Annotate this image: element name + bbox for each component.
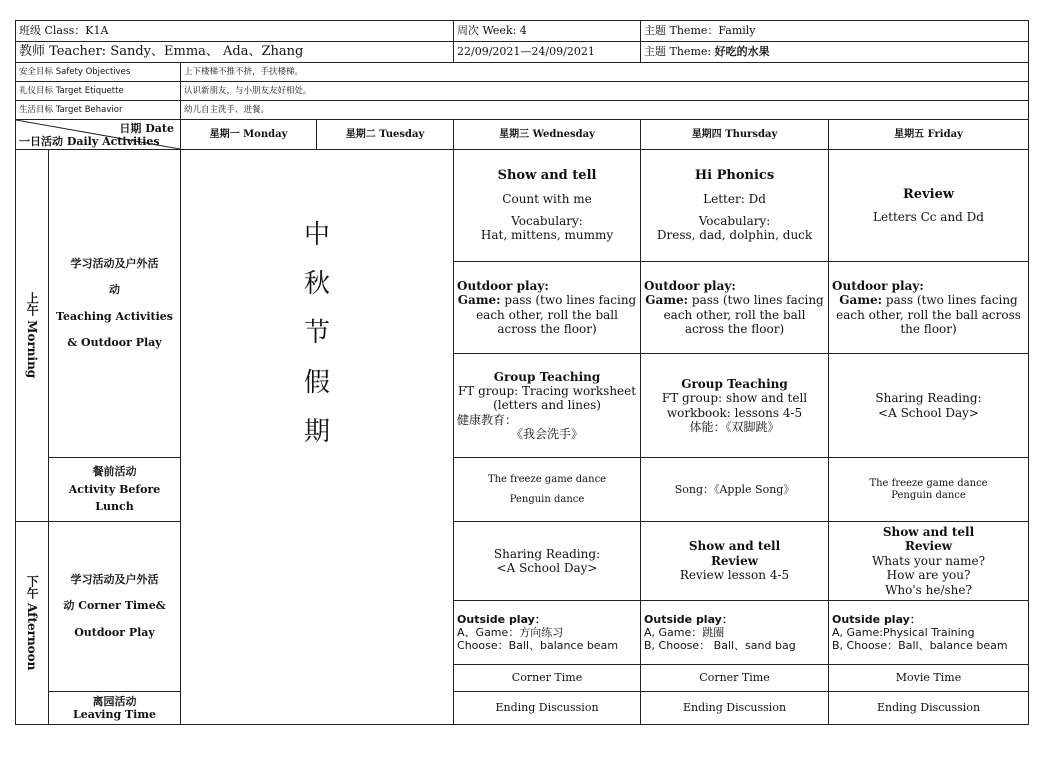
teacher-cell xyxy=(16,42,454,63)
day-monday-label: 星期一 Monday xyxy=(209,128,288,140)
wed-corner-time xyxy=(454,665,641,692)
thu-group-l1: FT group: show and tell workbook: lessons 4-5 xyxy=(661,391,808,420)
day-tuesday-label: 星期二 Tuesday xyxy=(345,128,425,140)
thu-show-title: Hi Phonics xyxy=(694,168,775,184)
wed-outdoor-play xyxy=(454,262,641,354)
thu-afternoon-show xyxy=(641,522,829,601)
thu-hi-phonics xyxy=(641,150,829,262)
behavior-label xyxy=(16,101,181,120)
holiday-char-1: 中 xyxy=(304,220,331,250)
wed-outdoor-title: Outdoor play: xyxy=(457,278,549,293)
fri-lunch-l2: Penguin dance xyxy=(891,489,966,501)
wed-show-l3: Hat, mittens, mummy xyxy=(480,228,614,243)
thu-group-teaching xyxy=(641,354,829,458)
thu-pm-title2: Review xyxy=(710,553,759,568)
thu-show-l3: Dress, dad, dolphin, duck xyxy=(656,228,813,243)
week-cell xyxy=(454,21,641,42)
thu-outside-play xyxy=(641,601,829,665)
thu-show-l2: Vocabulary: xyxy=(698,214,771,229)
fri-outdoor-title: Outdoor play: xyxy=(832,278,924,293)
thu-ending-text: Ending Discussion xyxy=(682,701,787,715)
thu-pm-title1: Show and tell xyxy=(688,539,781,554)
fri-outside-title: Outside play： xyxy=(832,612,921,626)
wed-ending-discussion xyxy=(454,692,641,725)
day-tuesday xyxy=(317,120,454,150)
teacher-text: 教师 Teacher: Sandy、Emma、 Ada、Zhang xyxy=(19,44,304,60)
fri-group-l2: <A School Day> xyxy=(878,405,979,420)
fri-sharing-reading xyxy=(829,354,1029,458)
fri-group-l1: Sharing Reading: xyxy=(875,391,982,406)
theme2-label: 主题 Theme: xyxy=(644,45,715,59)
morning-teaching-cn2: 动 xyxy=(109,283,120,297)
day-wednesday xyxy=(454,120,641,150)
morning-section-label xyxy=(16,150,49,522)
activities-label: 一日活动 Daily Activities xyxy=(19,134,160,148)
fri-lunch-l1: The freeze game dance xyxy=(869,477,988,489)
safety-value-text: 上下楼梯不推不挤，手扶楼梯。 xyxy=(184,66,304,77)
schedule-sheet xyxy=(15,20,1028,725)
mid-autumn-holiday-cell xyxy=(181,150,454,725)
fri-ending-text: Ending Discussion xyxy=(876,701,981,715)
fri-outside-play xyxy=(829,601,1029,665)
class-cell xyxy=(16,21,454,42)
thu-outdoor-text: pass (two lines facing each other, roll the ball across the floor) xyxy=(663,293,824,336)
class-text: 班级 Class：K1A xyxy=(19,24,109,38)
wed-pm-l1: Sharing Reading: xyxy=(493,546,601,561)
fri-afternoon-show xyxy=(829,522,1029,601)
day-monday xyxy=(181,120,317,150)
fri-lunch-activity xyxy=(829,458,1029,522)
dates-text: 22/09/2021—24/09/2021 xyxy=(457,45,595,59)
behavior-value-text: 幼儿自主洗手、进餐。 xyxy=(184,104,270,115)
weekly-schedule-table xyxy=(15,20,1029,725)
thu-pm-l1: Review lesson 4-5 xyxy=(679,568,790,583)
wed-group-teaching xyxy=(454,354,641,458)
theme2-cell xyxy=(641,42,1029,63)
fri-pm-title1: Show and tell xyxy=(882,525,975,540)
date-label: 日期 Date xyxy=(119,122,174,135)
thu-group-title: Group Teaching xyxy=(681,376,788,391)
fri-outside-b: B, Choose：Ball、balance beam xyxy=(832,639,1008,653)
day-wednesday-label: 星期三 Wednesday xyxy=(499,128,595,140)
behavior-label-text: 生活目标 Target Behavior xyxy=(19,104,123,115)
thu-corner-time xyxy=(641,665,829,692)
theme1-text: 主题 Theme：Family xyxy=(644,24,756,38)
wed-outside-title: Outside play： xyxy=(457,612,546,626)
afternoon-section-label xyxy=(16,522,49,725)
afternoon-label: 下午 Afternoon xyxy=(25,575,40,671)
afternoon-teaching-label xyxy=(49,522,181,692)
wed-lunch-l2: Penguin dance xyxy=(509,493,585,505)
wed-outdoor-game: Game: xyxy=(457,293,501,308)
afternoon-teaching-cn2: 动 Corner Time& xyxy=(63,599,166,613)
morning-label: 上午 Morning xyxy=(25,292,40,379)
wed-group-l2: 健康教育： xyxy=(457,412,518,427)
thu-lunch-l1: Song：《Apple Song》 xyxy=(674,482,795,496)
wed-pm-l2: <A School Day> xyxy=(496,561,598,575)
date-activities-corner xyxy=(16,120,181,150)
dates-cell xyxy=(454,42,641,63)
fri-outdoor-play xyxy=(829,262,1029,354)
holiday-text xyxy=(184,220,450,448)
wed-show-l2: Vocabulary: xyxy=(511,214,583,229)
morning-teaching-cn1: 学习活动及户外活 xyxy=(70,256,159,270)
wed-outdoor-text: pass (two lines facing each other, roll the ball across the floor) xyxy=(476,293,637,336)
thu-lunch-activity xyxy=(641,458,829,522)
lunch-label-cn: 餐前活动 xyxy=(92,465,137,479)
holiday-char-5: 期 xyxy=(304,416,331,447)
thu-corner-text: Corner Time xyxy=(699,671,770,685)
thu-outside-title: Outside play： xyxy=(644,612,733,626)
etiquette-label xyxy=(16,82,181,101)
wed-group-l1: FT group: Tracing worksheet (letters and lines) xyxy=(457,383,637,413)
fri-movie-time xyxy=(829,665,1029,692)
leaving-en: Leaving Time xyxy=(73,708,156,721)
wed-group-title: Group Teaching xyxy=(493,369,601,384)
fri-corner-text: Movie Time xyxy=(895,671,962,685)
wed-afternoon-reading xyxy=(454,522,641,601)
lunch-label-en1: Activity Before xyxy=(68,482,161,496)
etiquette-value-text: 认识新朋友，与小朋友友好相处。 xyxy=(184,85,312,96)
afternoon-teaching-en: Outdoor Play xyxy=(74,625,155,639)
wed-show-title: Show and tell xyxy=(497,168,597,184)
theme2-value: 好吃的水果 xyxy=(714,45,770,59)
holiday-char-4: 假 xyxy=(304,367,331,398)
wed-show-l1: Count with me xyxy=(502,191,592,206)
wed-lunch-activity xyxy=(454,458,641,522)
wed-outside-a: A、Game：方向练习 xyxy=(457,625,564,639)
fri-show-l1: Letters Cc and Dd xyxy=(873,210,984,225)
holiday-char-3: 节 xyxy=(304,318,331,349)
week-text: 周次 Week: 4 xyxy=(457,24,527,38)
wed-corner-text: Corner Time xyxy=(511,671,583,685)
thu-ending-discussion xyxy=(641,692,829,725)
day-friday xyxy=(829,120,1029,150)
wed-lunch-l1: The freeze game dance xyxy=(487,473,607,485)
thu-outdoor-title: Outdoor play: xyxy=(644,278,736,293)
day-friday-label: 星期五 Friday xyxy=(894,128,963,140)
thu-outside-b: B, Choose： Ball、sand bag xyxy=(644,639,796,653)
afternoon-teaching-cn1: 学习活动及户外活 xyxy=(70,572,159,586)
wed-group-l3: 《我会洗手》 xyxy=(511,427,584,442)
safety-objectives-value xyxy=(181,63,1029,82)
fri-pm-l1: Whats your name? xyxy=(871,553,986,568)
fri-outdoor-text: pass (two lines facing each other, roll the ball across the floor) xyxy=(836,293,1021,336)
etiquette-value xyxy=(181,82,1029,101)
fri-pm-title2: Review xyxy=(904,539,953,554)
theme1-cell xyxy=(641,21,1029,42)
thu-outdoor-game: Game: xyxy=(645,293,689,308)
thu-group-l2: 体能：《双脚跳》 xyxy=(689,419,780,434)
fri-outdoor-game: Game: xyxy=(839,293,883,308)
wed-outside-play xyxy=(454,601,641,665)
wed-outside-b: Choose：Ball、balance beam xyxy=(457,639,619,653)
day-thursday-label: 星期四 Thursday xyxy=(691,128,778,140)
lunch-label-en2: Lunch xyxy=(95,500,134,514)
day-thursday xyxy=(641,120,829,150)
thu-outdoor-play xyxy=(641,262,829,354)
fri-ending-discussion xyxy=(829,692,1029,725)
fri-show-title: Review xyxy=(903,186,955,202)
behavior-value xyxy=(181,101,1029,120)
morning-teaching-en2: & Outdoor Play xyxy=(67,335,162,349)
thu-outside-a: A, Game：跳圈 xyxy=(644,625,725,639)
fri-review xyxy=(829,150,1029,262)
safety-objectives-label xyxy=(16,63,181,82)
leaving-cn: 离园活动 xyxy=(92,694,137,708)
fri-pm-l2: How are you? xyxy=(886,568,971,583)
wed-show-and-tell xyxy=(454,150,641,262)
morning-teaching-label xyxy=(49,150,181,458)
etiquette-label-text: 礼仪目标 Target Etiquette xyxy=(19,85,124,96)
fri-outside-a: A, Game:Physical Training xyxy=(832,625,975,639)
holiday-char-2: 秋 xyxy=(304,269,331,300)
thu-show-l1: Letter: Dd xyxy=(703,191,766,206)
safety-label-text: 安全目标 Safety Objectives xyxy=(19,66,131,77)
morning-teaching-en1: Teaching Activities xyxy=(56,309,173,323)
leaving-time-label xyxy=(49,692,181,725)
lunch-activity-label xyxy=(49,458,181,522)
wed-ending-text: Ending Discussion xyxy=(495,701,599,715)
fri-pm-l3: Who's he/she? xyxy=(885,582,972,597)
